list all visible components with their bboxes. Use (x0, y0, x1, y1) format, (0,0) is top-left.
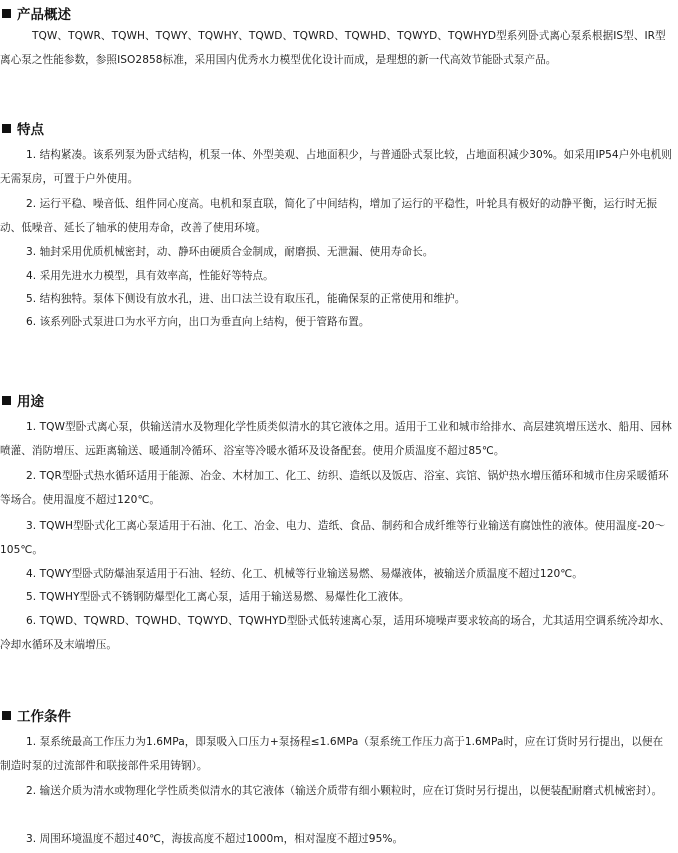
bullet-square-icon (2, 396, 11, 405)
bullet-square-icon (2, 9, 11, 18)
uses-heading-text: 用途 (17, 394, 44, 410)
bullet-square-icon (2, 124, 11, 133)
bullet-square-icon (2, 711, 11, 720)
uses-item-6: 6. TQWD、TQWRD、TQWHD、TQWYD、TQWHYD型卧式低转速离心泵，适用环境噪声要求较高的场合，尤其适用空调系统冷却水、冷却水循环及末端增压。 (0, 615, 671, 651)
overview-paragraph: TQW、TQWR、TQWH、TQWY、TQWHY、TQWD、TQWRD、TQWHD、TQWYD、TQWHYD型系列卧式离心泵系根据IS型、IR型离心泵之性能参数，参照ISO2858标准，采用国内优秀水力模型优化设计而成，是理想的新一代高效节能卧式泵产品。 (0, 30, 666, 66)
overview-heading (2, 3, 71, 23)
uses-item-3: 3. TQWH型卧式化工离心泵适用于石油、化工、冶金、电力、造纸、食品、制药和合成纤维等行业输送有腐蚀性的液体。使用温度-20～105℃。 (0, 520, 666, 556)
uses-heading (2, 390, 44, 410)
uses-item-5: 5. TQWHY型卧式不锈钢防爆型化工离心泵，适用于输送易燃、易爆性化工液体。 (26, 591, 410, 603)
conditions-heading (2, 705, 71, 725)
features-heading-text: 特点 (17, 122, 44, 138)
features-item-5: 5. 结构独特。泵体下侧设有放水孔，进、出口法兰设有取压孔，能确保泵的正常使用和维护。 (26, 293, 466, 305)
features-heading (2, 118, 44, 138)
conditions-heading-text: 工作条件 (17, 709, 71, 725)
conditions-item-1: 1. 泵系统最高工作压力为1.6MPa，即泵吸入口压力+泵扬程≤1.6MPa（泵系统工作压力高于1.6MPa时，应在订货时另行提出，以便在制造时泵的过流部件和联接部件采用铸钢）。 (0, 736, 664, 772)
overview-heading-text: 产品概述 (17, 7, 71, 23)
uses-item-4: 4. TQWY型卧式防爆油泵适用于石油、轻纺、化工、机械等行业输送易燃、易爆液体，被输送介质温度不超过120℃。 (26, 568, 583, 580)
features-item-4: 4. 采用先进水力模型，具有效率高，性能好等特点。 (26, 270, 274, 282)
features-item-6: 6. 该系列卧式泵进口为水平方向，出口为垂直向上结构，便于管路布置。 (26, 316, 370, 328)
features-item-1: 1. 结构紧凑。该系列泵为卧式结构，机泵一体、外型美观、占地面积少，与普通卧式泵比较，占地面积减少30%。如采用IP54户外电机则无需泵房，可置于户外使用。 (0, 149, 672, 185)
conditions-item-2: 2. 输送介质为清水或物理化学性质类似清水的其它液体（输送介质带有细小颗粒时，应在订货时另行提出，以便装配耐磨式机械密封）。 (26, 785, 663, 797)
uses-item-1: 1. TQW型卧式离心泵，供输送清水及物理化学性质类似清水的其它液体之用。适用于工业和城市给排水、高层建筑增压送水、船用、园林喷灌、消防增压、远距离输送、暖通制冷循环、浴室等冷暖水循环及设备配套。使用介质温度不超过85℃。 (0, 421, 672, 457)
conditions-item-3: 3. 周围环境温度不超过40℃，海拔高度不超过1000m，相对湿度不超过95%。 (26, 833, 404, 845)
features-item-2: 2. 运行平稳、噪音低、组件同心度高。电机和泵直联，简化了中间结构，增加了运行的平稳性，叶轮具有极好的动静平衡，运行时无振动、低噪音、延长了轴承的使用寿命，改善了使用环境。 (0, 198, 657, 234)
features-item-3: 3. 轴封采用优质机械密封，动、静环由硬质合金制成，耐磨损、无泄漏、使用寿命长。 (26, 246, 434, 258)
uses-item-2: 2. TQR型卧式热水循环适用于能源、冶金、木材加工、化工、纺织、造纸以及饭店、浴室、宾馆、锅炉热水增压循环和城市住房采暖循环等场合。使用温度不超过120℃。 (0, 470, 669, 506)
